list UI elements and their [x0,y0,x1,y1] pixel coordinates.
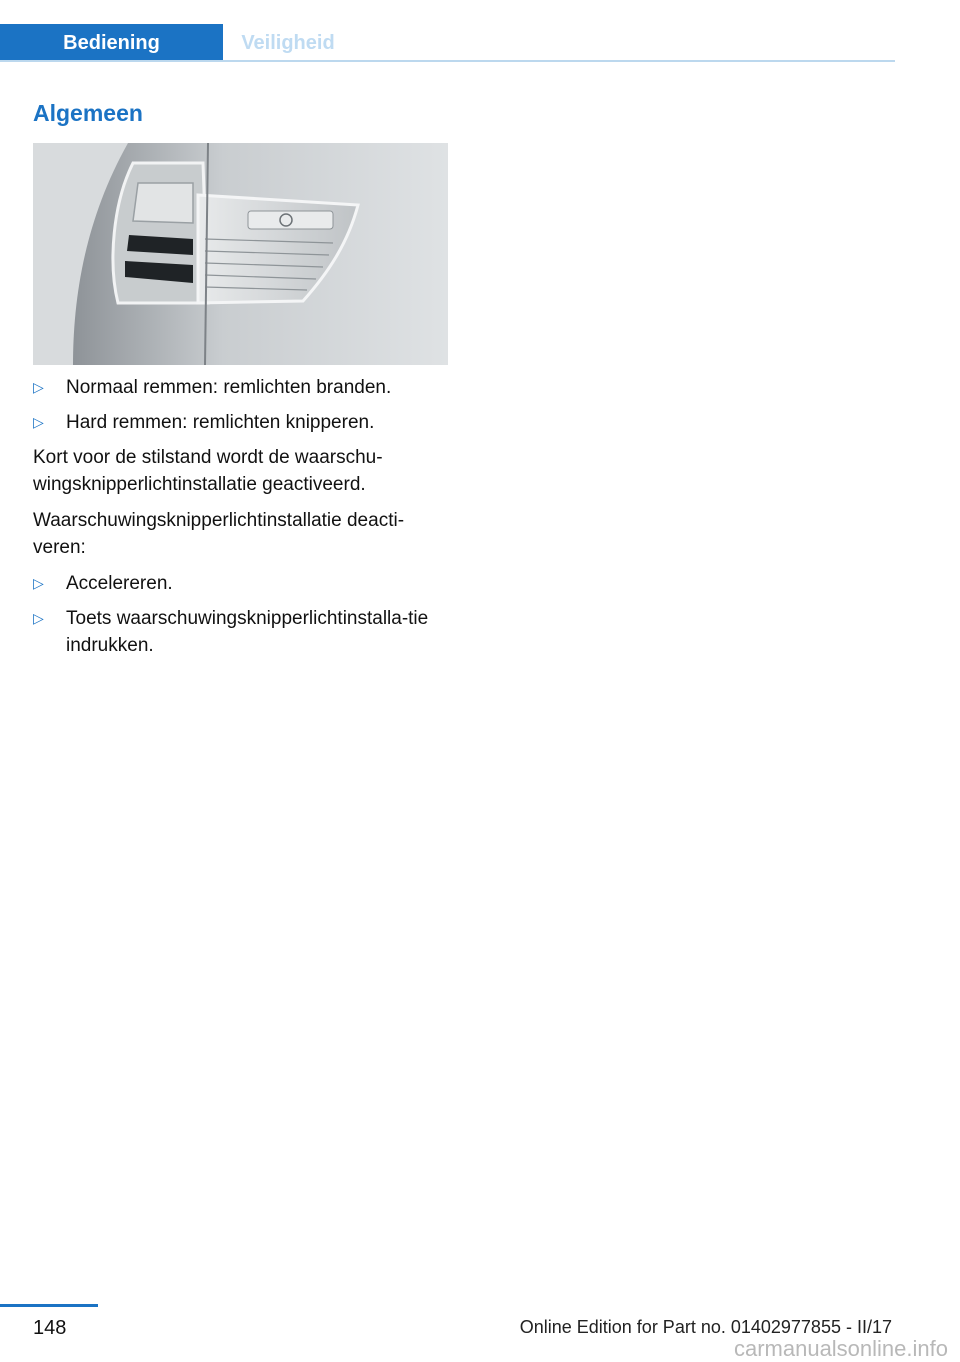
paragraph: Waarschuwingsknipperlichtinstallatie deacti-veren: [33,510,405,558]
paragraph: Kort voor de stilstand wordt de waarschu-wingsknipperlichtinstallatie geactiveerd. [33,447,383,495]
list-item-text: Accelereren. [66,573,173,594]
list-item-text: Normaal remmen: remlichten branden. [66,377,392,398]
tail-light-illustration [33,143,448,365]
chapter-tabbar [0,24,895,62]
list-item [33,605,448,659]
edition-note: Online Edition for Part no. 01402977855 - II/17 [519,1317,892,1337]
section-title: Algemeen [33,100,143,126]
triangle-bullet-icon: ▷ [33,414,44,430]
triangle-bullet-icon: ▷ [33,575,44,591]
tab-veiligheid[interactable]: Veiligheid [241,32,335,54]
body-text [33,374,448,667]
list-item [33,374,448,401]
tab-bediening[interactable]: Bediening [0,24,223,62]
triangle-bullet-icon: ▷ [33,610,44,626]
tabbar-rule [0,60,895,62]
footer-rule [0,1304,98,1307]
watermark: carmanualsonline.info [733,1336,948,1361]
triangle-bullet-icon: ▷ [33,379,44,395]
list-item-text: Toets waarschuwingsknipperlichtinstalla-tie indrukken. [66,608,429,656]
list-item [33,570,448,597]
list-item [33,409,448,436]
tail-light-drawing [33,143,448,365]
page-number: 148 [33,1317,67,1339]
list-item-text: Hard remmen: remlichten knipperen. [66,412,375,433]
